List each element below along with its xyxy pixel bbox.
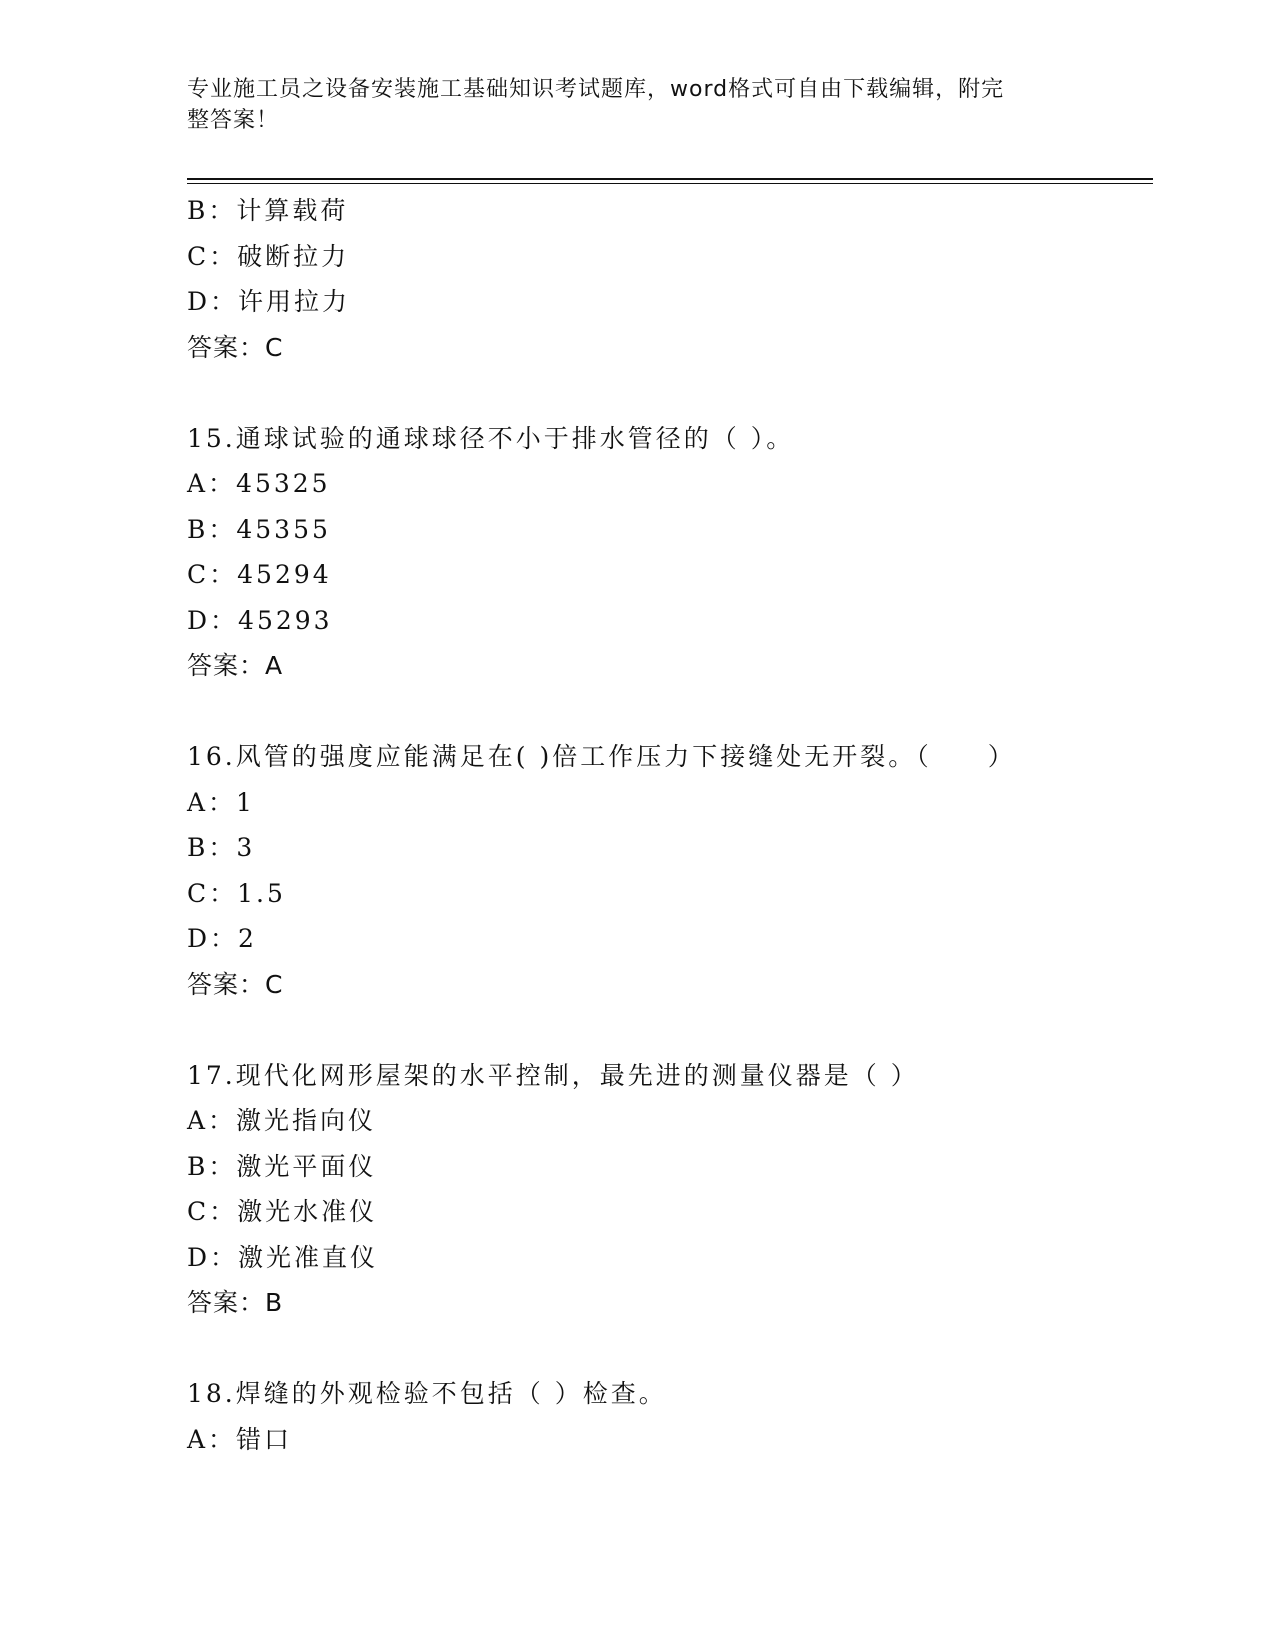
option-c: C：破断拉力 (187, 241, 350, 271)
option-b: B：3 (187, 833, 256, 862)
header-line-1: 专业施工员之设备安装施工基础知识考试题库，word格式可自由下载编辑，附完 (187, 77, 1005, 102)
spacer (187, 370, 1153, 416)
question-16 (187, 734, 1153, 1007)
option-a: A：错口 (187, 1424, 293, 1454)
spacer (187, 1326, 1153, 1372)
option-a: A：激光指向仪 (187, 1106, 377, 1135)
header-line-2: 整答案！ (187, 108, 280, 133)
question-text: 15.通球试验的通球球径不小于排水管径的（ ）。 (187, 423, 795, 453)
question-17 (187, 1053, 1153, 1326)
option-b: B：计算载荷 (187, 196, 349, 225)
question-text: 18.焊缝的外观检验不包括（ ）检查。 (187, 1379, 667, 1408)
option-a: A：45325 (187, 469, 331, 498)
header-divider-thin (187, 183, 1153, 184)
document-header (187, 74, 1067, 136)
question-list (187, 188, 1153, 1462)
question-text: 16.风管的强度应能满足在( )倍工作压力下接缝处无开裂。（ ） (187, 742, 1016, 771)
question-text: 17.现代化网形屋架的水平控制，最先进的测量仪器是（ ） (187, 1060, 919, 1090)
spacer (187, 1007, 1153, 1053)
option-a: A：1 (187, 787, 255, 817)
spacer (187, 689, 1153, 735)
option-c: C：激光水准仪 (187, 1197, 378, 1226)
question-14-continuation (187, 188, 1153, 370)
header-divider-thick (187, 178, 1153, 180)
option-d: D：45293 (187, 605, 333, 635)
option-d: D：许用拉力 (187, 287, 351, 316)
option-c: C：45294 (187, 560, 332, 589)
option-d: D：激光准直仪 (187, 1242, 379, 1272)
answer-line: 答案：C (187, 332, 284, 362)
option-b: B：激光平面仪 (187, 1151, 377, 1181)
option-c: C：1.5 (187, 878, 286, 908)
answer-line: 答案：C (187, 969, 284, 999)
option-d: D：2 (187, 924, 257, 953)
answer-line: 答案：A (187, 651, 284, 680)
question-18 (187, 1371, 1153, 1462)
option-b: B：45355 (187, 514, 331, 544)
answer-line: 答案：B (187, 1288, 284, 1317)
question-15 (187, 416, 1153, 689)
